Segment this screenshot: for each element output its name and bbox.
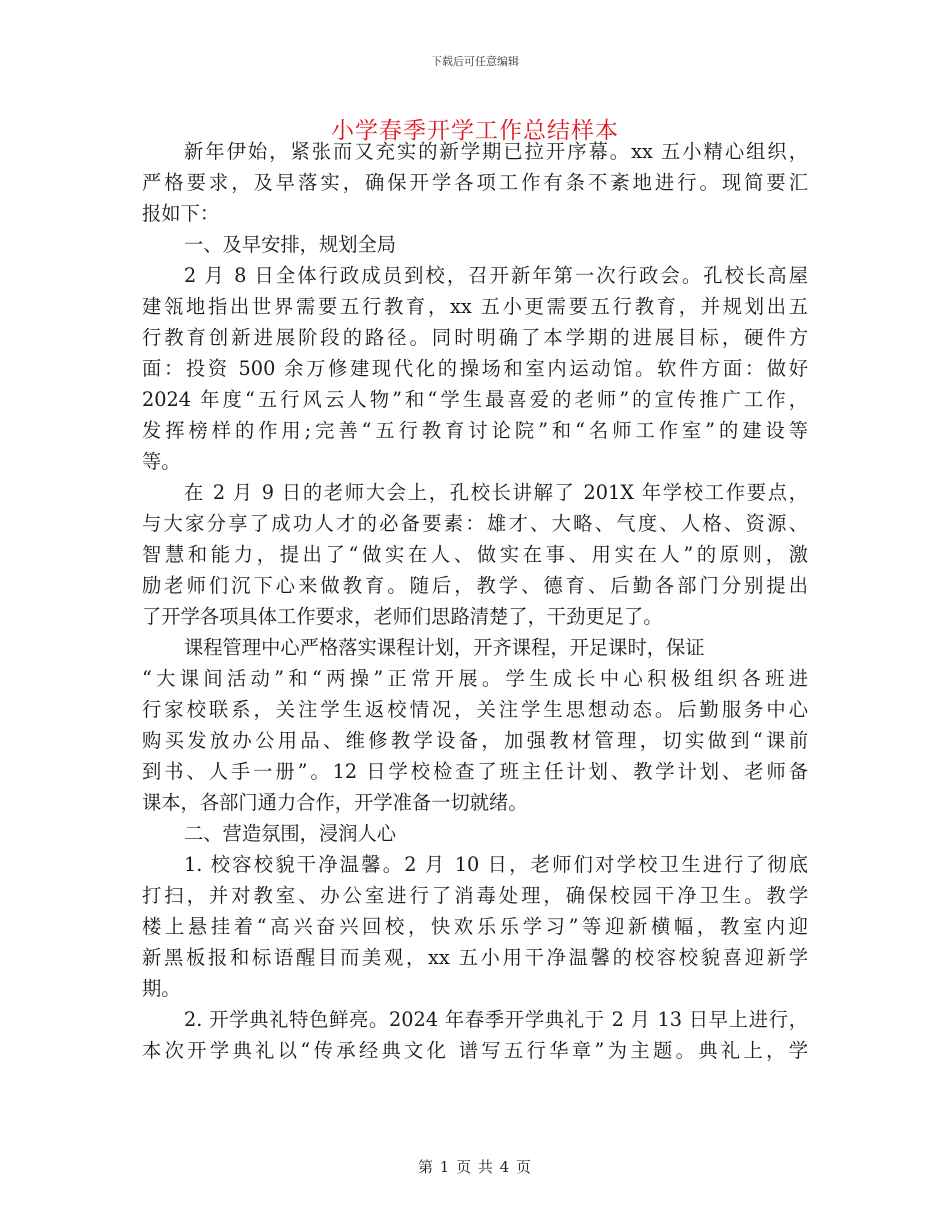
header-note: 下载后可任意编辑 bbox=[431, 55, 519, 68]
paragraph-line: 在 2 月 9 日的老师大会上，孔校长讲解了 201X 年学校工作要点， bbox=[184, 481, 808, 504]
document-title: 小学春季开学工作总结样本 bbox=[331, 118, 619, 144]
paragraph-line: 课本，各部门通力合作，开学准备一切就绪。 bbox=[142, 791, 528, 814]
section-heading: 一、及早安排，规划全局 bbox=[184, 233, 397, 256]
paragraph-line: 行家校联系，关注学生返校情况，关注学生思想动态。后勤服务中心 bbox=[142, 698, 808, 721]
paragraph-line: 严格要求，及早落实，确保开学各项工作有条不紊地进行。现简要汇 bbox=[142, 171, 808, 194]
paragraph-line: 购买发放办公用品、维修教学设备，加强教材管理，切实做到“课前 bbox=[142, 729, 808, 752]
section-heading: 二、营造氛围，浸润人心 bbox=[184, 822, 397, 845]
paragraph-line: 面：投资 500 余万修建现代化的操场和室内运动馆。软件方面：做好 bbox=[142, 357, 808, 380]
paragraph-line: 到书、人手一册”。12 日学校检查了班主任计划、教学计划、老师备 bbox=[142, 760, 808, 783]
paragraph-line: 行教育创新进展阶段的路径。同时明确了本学期的进展目标，硬件方 bbox=[142, 326, 808, 349]
paragraph-line: 励老师们沉下心来做教育。随后，教学、德育、后勤各部门分别提出 bbox=[142, 574, 808, 597]
paragraph-line: 与大家分享了成功人才的必备要素：雄才、大略、气度、人格、资源、 bbox=[142, 512, 808, 535]
paragraph-line: 了开学各项具体工作要求，老师们思路清楚了，干劲更足了。 bbox=[142, 605, 663, 628]
paragraph-line: 本次开学典礼以“传承经典文化 谱写五行华章”为主题。典礼上，学 bbox=[142, 1039, 808, 1062]
page-number-footer: 第 1 页 共 4 页 bbox=[418, 1158, 532, 1176]
paragraph-line: 发挥榜样的作用;完善“五行教育讨论院”和“名师工作室”的建设等 bbox=[142, 419, 808, 442]
paragraph-line: 打扫，并对教室、办公室进行了消毒处理，确保校园干净卫生。教学 bbox=[142, 884, 808, 907]
paragraph-line: 建瓴地指出世界需要五行教育，xx 五小更需要五行教育，并规划出五 bbox=[142, 295, 808, 318]
document-body bbox=[142, 136, 808, 1066]
paragraph-line: 报如下： bbox=[142, 202, 220, 225]
paragraph-line: 等。 bbox=[142, 450, 181, 473]
paragraph-line: 2 月 8 日全体行政成员到校，召开新年第一次行政会。孔校长高屋 bbox=[184, 264, 808, 287]
paragraph-line: 楼上悬挂着“高兴奋兴回校，快欢乐乐学习”等迎新横幅，教室内迎 bbox=[142, 915, 808, 938]
paragraph-line: 新年伊始，紧张而又充实的新学期已拉开序幕。xx 五小精心组织， bbox=[184, 140, 808, 163]
paragraph-line: 课程管理中心严格落实课程计划，开齐课程，开足课时，保证 bbox=[184, 636, 705, 659]
paragraph-line: 2. 开学典礼特色鲜亮。2024 年春季开学典礼于 2 月 13 日早上进行， bbox=[184, 1008, 808, 1031]
paragraph-line: 新黑板报和标语醒目而美观，xx 五小用干净温馨的校容校貌喜迎新学 bbox=[142, 946, 808, 969]
paragraph-line: 2024 年度“五行风云人物”和“学生最喜爱的老师”的宣传推广工作， bbox=[142, 388, 808, 411]
paragraph-line: “大课间活动”和“两操”正常开展。学生成长中心积极组织各班进 bbox=[142, 667, 808, 690]
paragraph-line: 1. 校容校貌干净温馨。2 月 10 日，老师们对学校卫生进行了彻底 bbox=[184, 853, 808, 876]
paragraph-line: 期。 bbox=[142, 977, 181, 1000]
paragraph-line: 智慧和能力，提出了“做实在人、做实在事、用实在人”的原则，激 bbox=[142, 543, 808, 566]
